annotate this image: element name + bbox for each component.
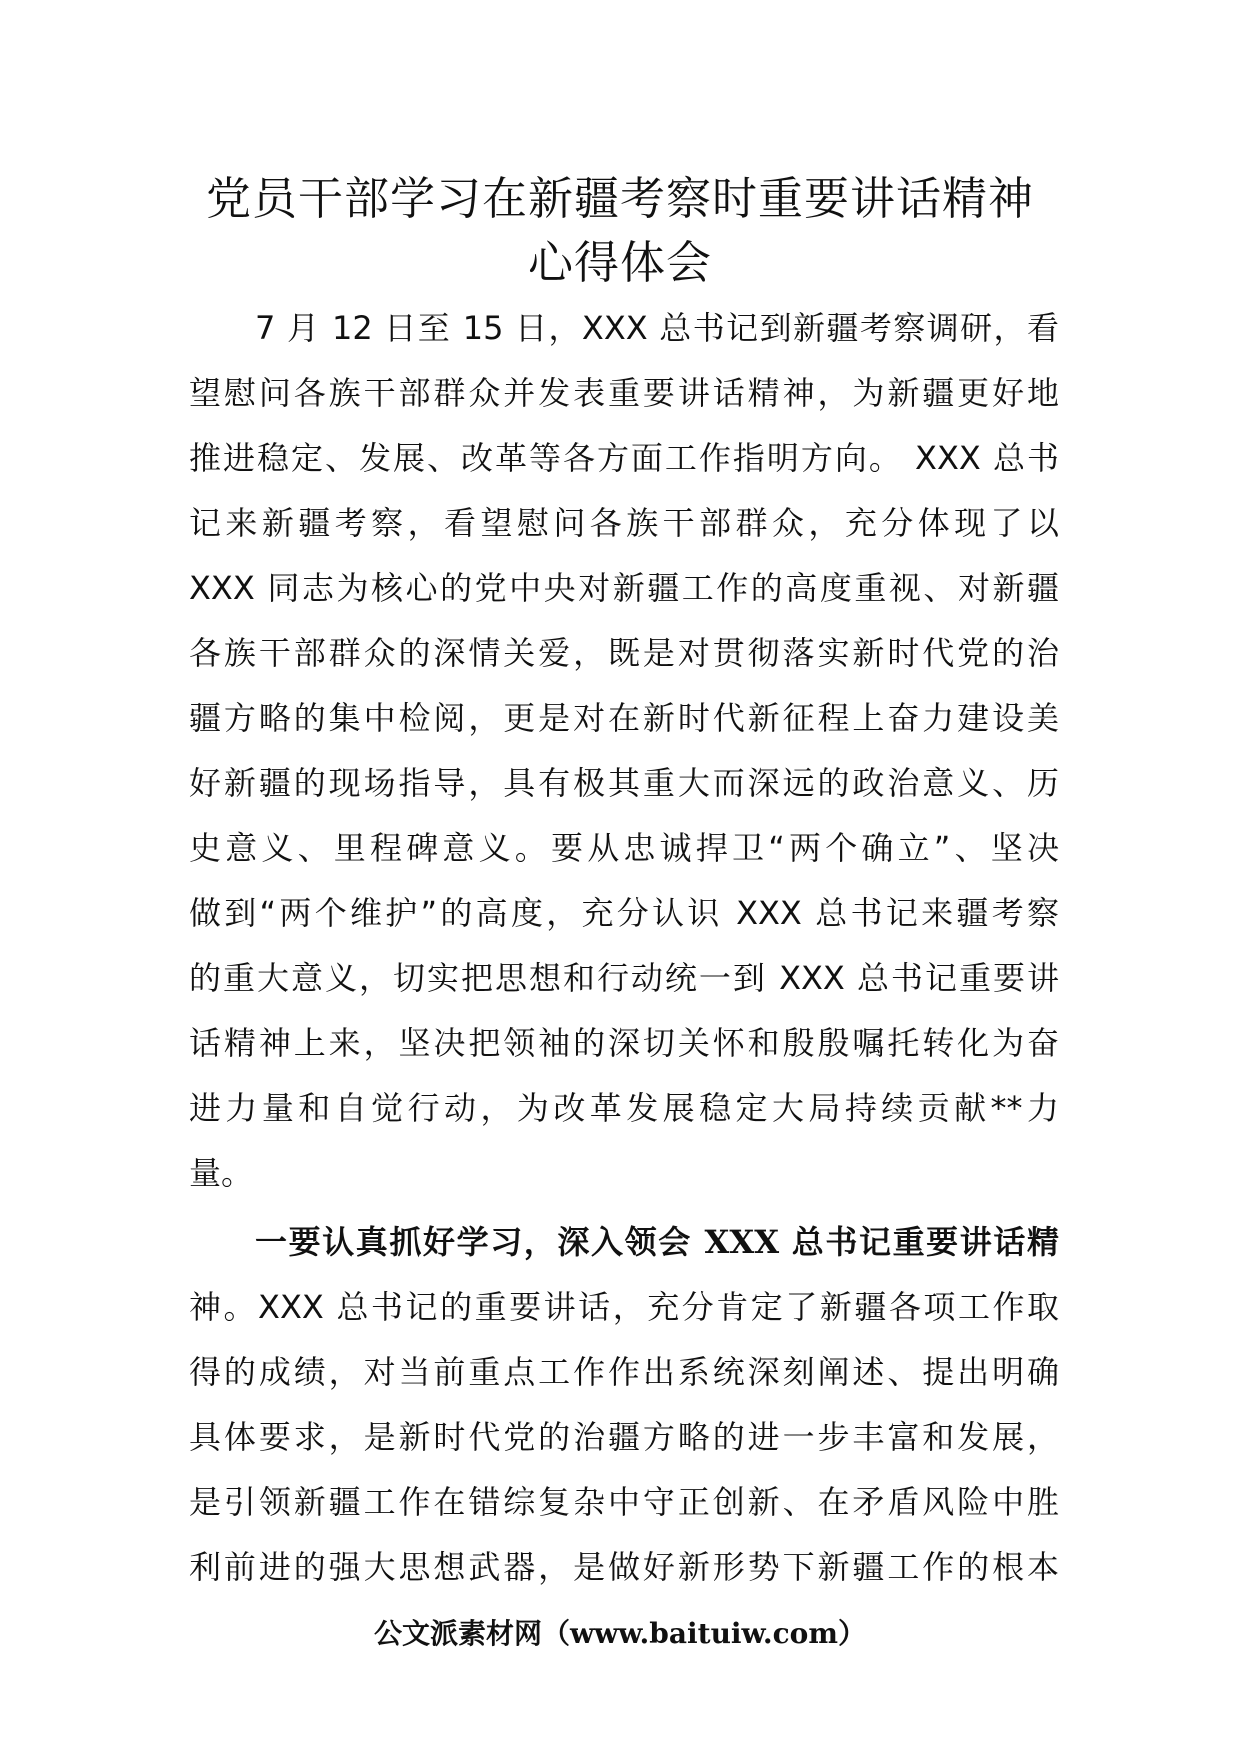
paragraph-line: 进力量和自觉行动，为改革发展稳定大局持续贡献**力 bbox=[189, 1089, 1059, 1127]
paragraph-line: 利前进的强大思想武器，是做好新形势下新疆工作的根本 bbox=[189, 1548, 1059, 1586]
paragraph-line: 7 月 12 日至 15 日，XXX 总书记到新疆考察调研，看 bbox=[255, 309, 1059, 347]
paragraph-line: 是引领新疆工作在错综复杂中守正创新、在矛盾风险中胜 bbox=[189, 1483, 1059, 1521]
paragraph-line: 记来新疆考察，看望慰问各族干部群众，充分体现了以 bbox=[189, 504, 1059, 542]
document-title-line-1: 党员干部学习在新疆考察时重要讲话精神 bbox=[205, 172, 1034, 225]
paragraph-line: 得的成绩，对当前重点工作作出系统深刻阐述、提出明确 bbox=[189, 1353, 1059, 1391]
paragraph-line: XXX 同志为核心的党中央对新疆工作的高度重视、对新疆 bbox=[189, 569, 1059, 607]
paragraph-line: 推进稳定、发展、改革等各方面工作指明方向。 XXX 总书 bbox=[189, 439, 1059, 477]
paragraph-line: 望慰问各族干部群众并发表重要讲话精神，为新疆更好地 bbox=[189, 374, 1059, 412]
paragraph-line: 话精神上来，坚决把领袖的深切关怀和殷殷嘱托转化为奋 bbox=[189, 1024, 1059, 1062]
paragraph-line: 的重大意义，切实把思想和行动统一到 XXX 总书记重要讲 bbox=[189, 959, 1059, 997]
paragraph-line: 量。 bbox=[189, 1154, 254, 1192]
paragraph-line: 各族干部群众的深情关爱，既是对贯彻落实新时代党的治 bbox=[189, 634, 1059, 672]
document-title-line-2: 心得体会 bbox=[527, 236, 712, 289]
paragraph-line: 好新疆的现场指导，具有极其重大而深远的政治意义、历 bbox=[189, 764, 1059, 802]
paragraph-2 bbox=[189, 1210, 1059, 1600]
paragraph-1 bbox=[189, 296, 1059, 1206]
paragraph-lead-sentence: 一要认真抓好学习，深入领会 XXX 总书记重要讲话精 bbox=[255, 1223, 1059, 1261]
paragraph-line: 神。XXX 总书记的重要讲话，充分肯定了新疆各项工作取 bbox=[189, 1288, 1059, 1326]
paragraph-line: 具体要求，是新时代党的治疆方略的进一步丰富和发展， bbox=[189, 1418, 1059, 1456]
page-footer-source: 公文派素材网（www.baituiw.com） bbox=[374, 1617, 866, 1650]
paragraph-line: 史意义、里程碑意义。要从忠诚捍卫“两个确立”、坚决 bbox=[189, 829, 1059, 867]
paragraph-line: 做到“两个维护”的高度，充分认识 XXX 总书记来疆考察 bbox=[189, 894, 1059, 932]
paragraph-line: 疆方略的集中检阅，更是对在新时代新征程上奋力建设美 bbox=[189, 699, 1059, 737]
